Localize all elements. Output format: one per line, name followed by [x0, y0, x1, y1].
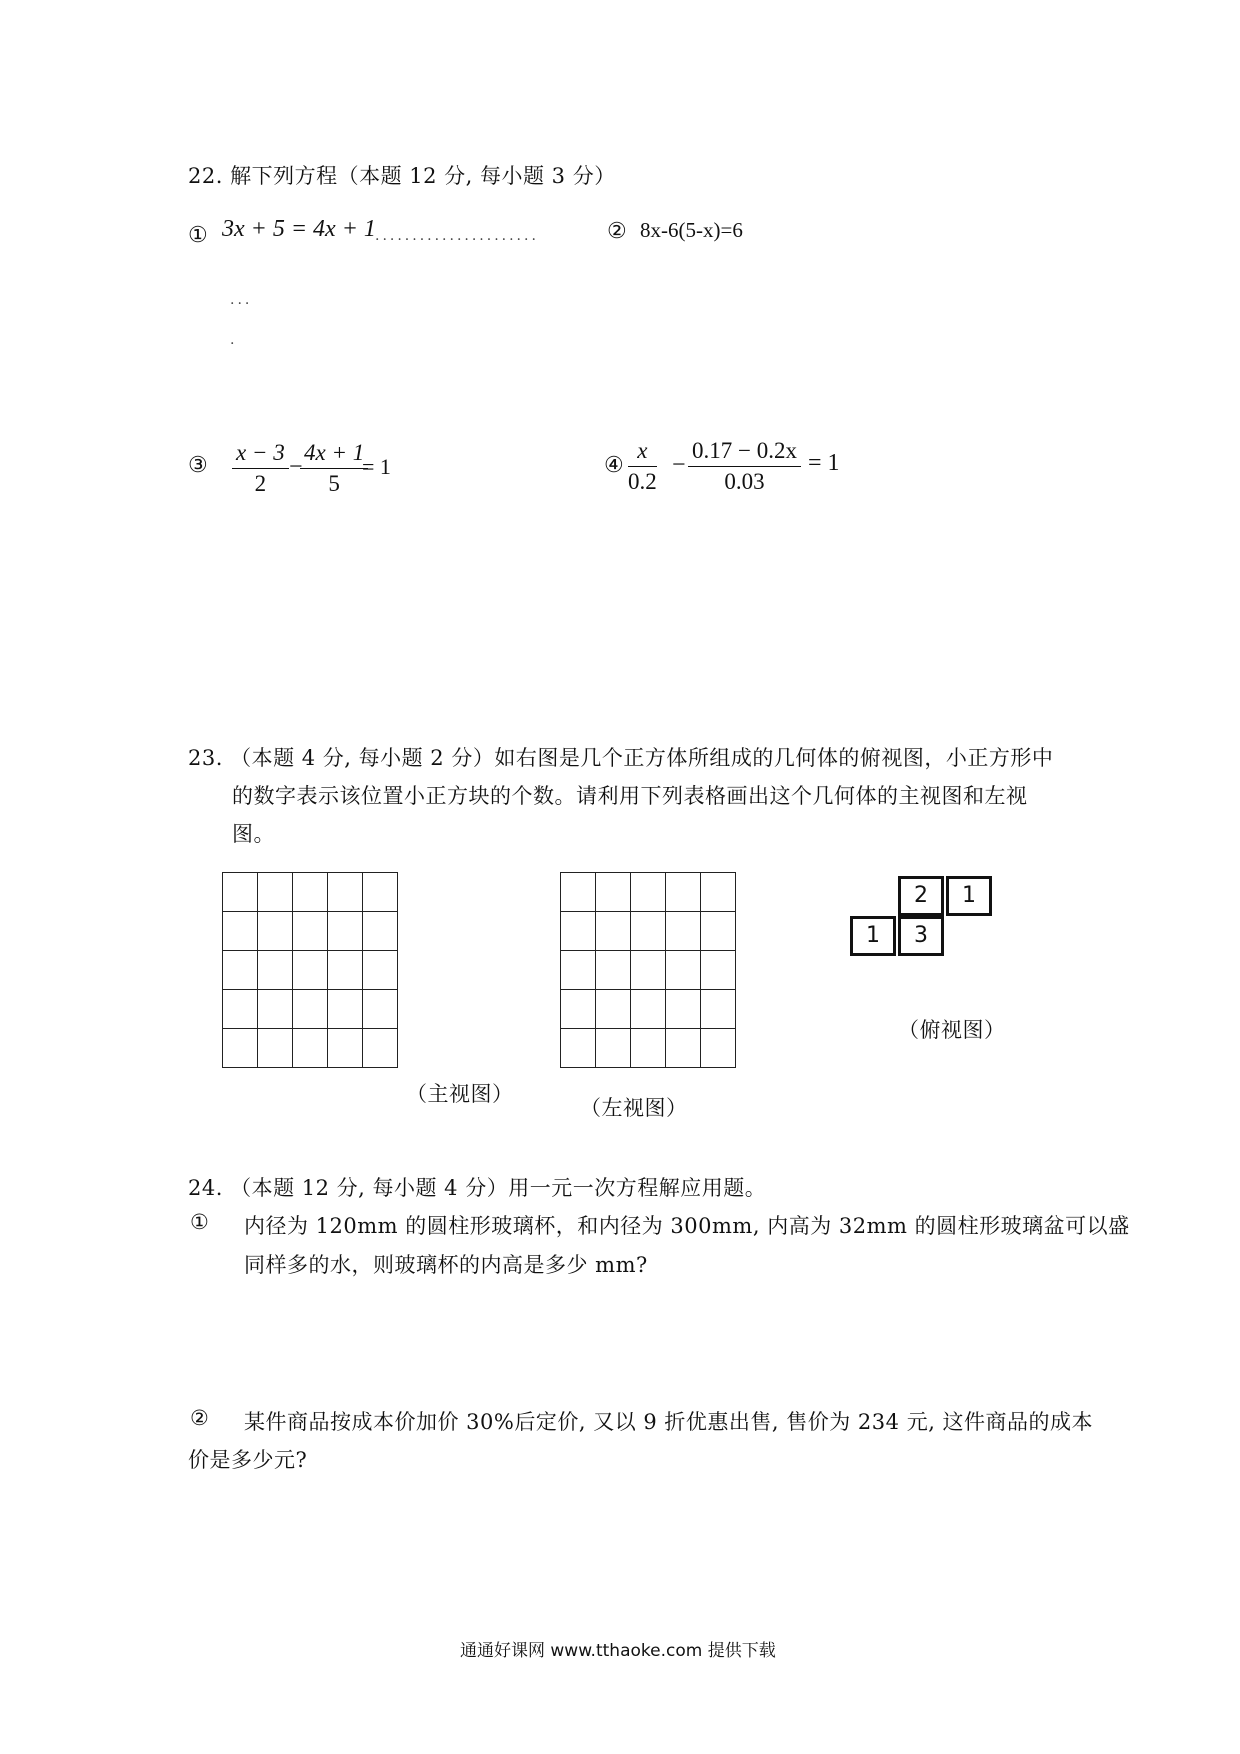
q23-line3: 图。 — [232, 822, 275, 846]
eq4-minus: − — [672, 452, 686, 478]
eq4-frac2-numerator: 0.17 − 0.2x — [688, 436, 801, 467]
eq2-mark: ② — [607, 218, 627, 243]
eq3-fraction-1 — [232, 438, 289, 499]
q24-p1-line2: 同样多的水，则玻璃杯的内高是多少 mm? — [244, 1253, 648, 1277]
eq4-frac2-denominator: 0.03 — [724, 469, 765, 494]
q24-p2-line1: 某件商品按成本价加价 30%后定价, 又以 9 折优惠出售, 售价为 234 元, 这件商品的成本 — [244, 1410, 1094, 1434]
top-view-cube: 1 — [946, 876, 992, 916]
q22-header: 22. 解下列方程（本题 12 分, 每小题 3 分） — [188, 164, 616, 188]
eq4-fraction-1 — [628, 436, 657, 497]
q23-line2: 的数字表示该位置小正方块的个数。请利用下列表格画出这个几何体的主视图和左视 — [232, 784, 1028, 808]
front-view-grid[interactable] — [222, 872, 398, 1068]
eq4-rhs: = 1 — [808, 450, 840, 476]
eq3-mark: ③ — [188, 452, 208, 477]
eq3-frac1-numerator: x − 3 — [232, 438, 289, 469]
left-view-label: （左视图） — [580, 1096, 688, 1120]
eq3-frac1-denominator: 2 — [254, 471, 267, 496]
q24-p1-line1: 内径为 120mm 的圆柱形玻璃杯，和内径为 300mm, 内高为 32mm 的圆柱形玻璃盆可以盛 — [244, 1214, 1130, 1238]
q23-line1: 23. （本题 4 分, 每小题 2 分）如右图是几个正方体所组成的几何体的俯视图，小正方形中 — [188, 746, 1054, 770]
q24-p2-mark: ② — [190, 1406, 210, 1430]
q24-p2-line2: 价是多少元? — [188, 1448, 308, 1472]
eq3-rhs: = 1 — [362, 454, 391, 479]
stray-dots: ... — [230, 292, 253, 308]
eq3-frac2-denominator: 5 — [328, 471, 340, 496]
eq4-frac1-denominator: 0.2 — [628, 469, 657, 494]
top-view-cube: 2 — [898, 876, 944, 916]
eq3-fraction-2 — [300, 438, 368, 499]
q24-header: 24. （本题 12 分, 每小题 4 分）用一元一次方程解应用题。 — [188, 1176, 767, 1200]
eq4-fraction-2 — [688, 436, 801, 497]
stray-dot: . — [230, 332, 238, 348]
left-view-grid[interactable] — [560, 872, 736, 1068]
eq1: 3x + 5 = 4x + 1 — [222, 216, 376, 242]
eq3-minus: − — [289, 454, 303, 480]
top-view-label: （俯视图） — [898, 1018, 1006, 1042]
q24-p1-mark: ① — [190, 1210, 210, 1234]
footer-credit: 通通好课网 www.tthaoke.com 提供下载 — [460, 1641, 776, 1661]
top-view-cube: 1 — [850, 916, 896, 956]
eq1-dots: ...................... — [375, 228, 539, 244]
front-view-label: （主视图） — [406, 1082, 514, 1106]
top-view-cube: 3 — [898, 916, 944, 956]
eq1-mark: ① — [188, 222, 208, 247]
eq3-frac2-numerator: 4x + 1 — [300, 438, 368, 469]
eq2: 8x-6(5-x)=6 — [640, 218, 743, 242]
eq4-mark: ④ — [604, 452, 624, 477]
eq4-frac1-numerator: x — [628, 436, 657, 467]
